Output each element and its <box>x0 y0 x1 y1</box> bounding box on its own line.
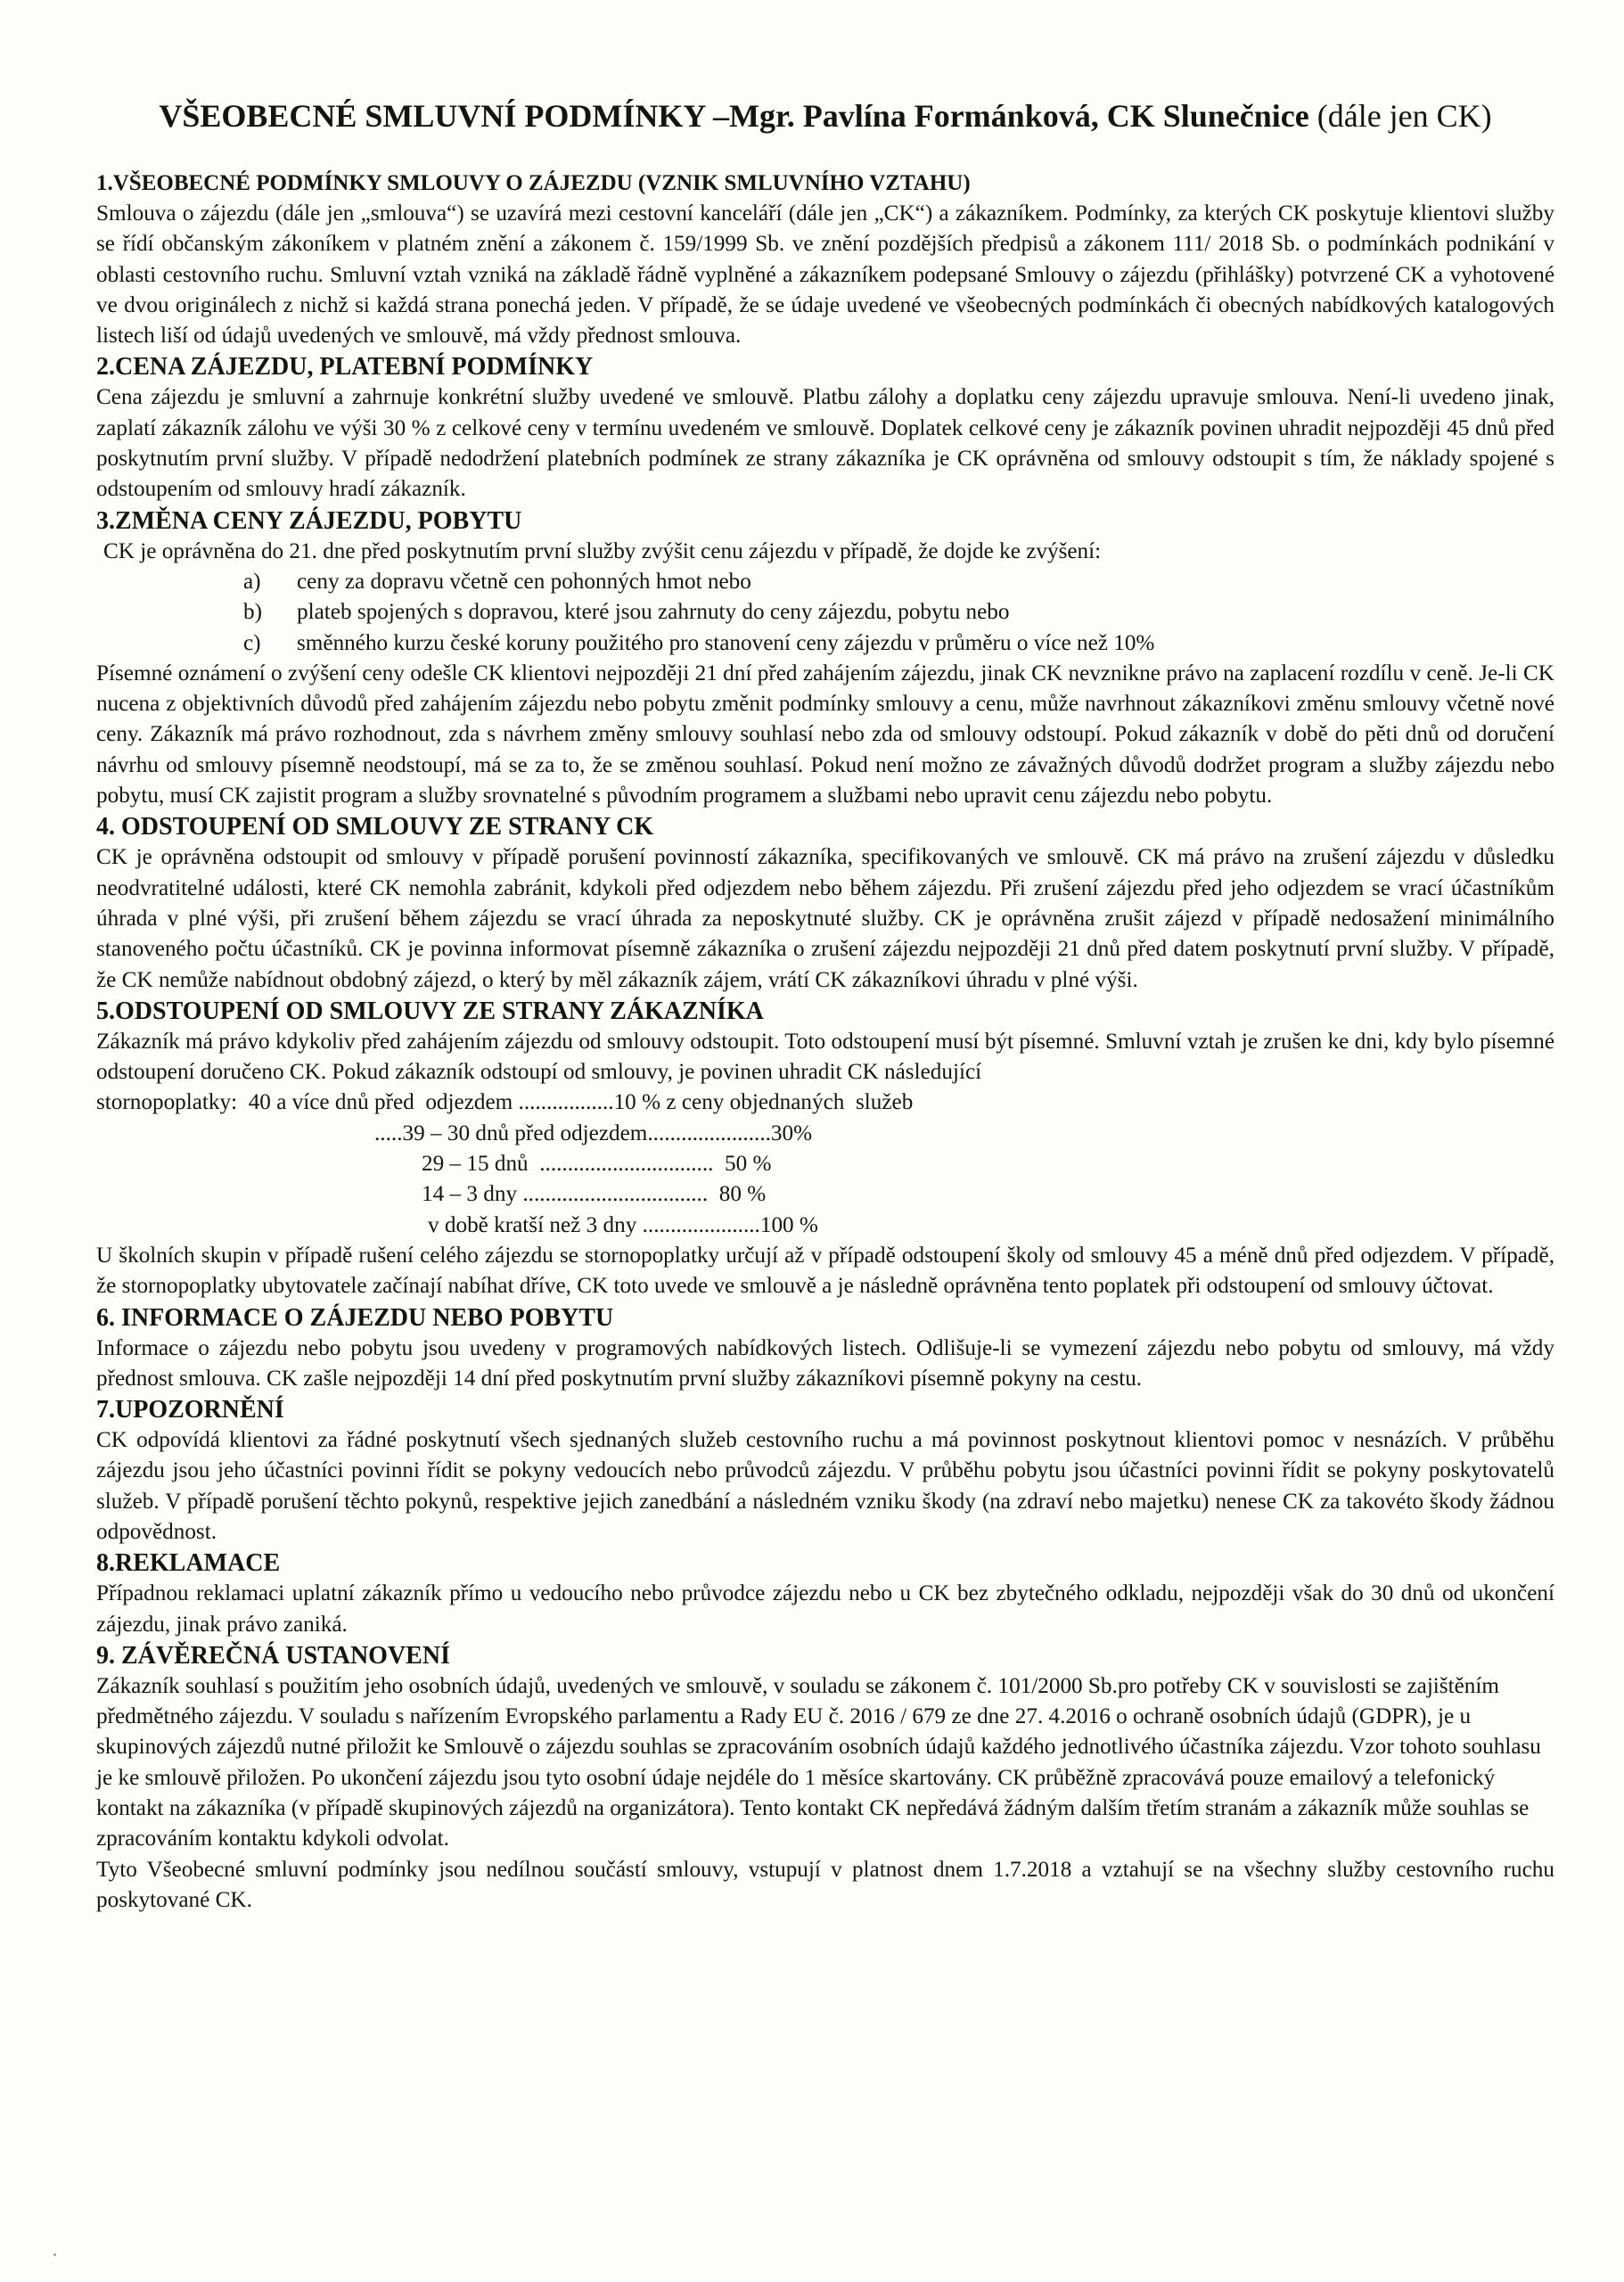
section-9-heading: 9. ZÁVĚREČNÁ USTANOVENÍ <box>96 1641 450 1670</box>
cancellation-fee-row: 29 – 15 dnů ............................... 50 % <box>422 1152 772 1177</box>
title-bold: VŠEOBECNÉ SMLUVNÍ PODMÍNKY –Mgr. Pavlína Formánková, CK Slunečnice <box>159 98 1309 134</box>
list-item <box>243 597 1554 628</box>
section-6-heading: 6. INFORMACE O ZÁJEZDU NEBO POBYTU <box>96 1303 614 1332</box>
section-1-heading: 1.VŠEOBECNÉ PODMÍNKY SMLOUVY O ZÁJEZDU (VZNIK SMLUVNÍHO VZTAHU) <box>96 171 971 195</box>
section-1 <box>96 168 1554 351</box>
section-7-text: CK odpovídá klientovi za řádné poskytnutí všech sjednaných služeb cestovního ruchu a má povinnost poskytnout klientovi pomoc v nesnázích. V průběhu zájezdu jsou jeho účastníci povinni řídit se pokyny vedoucích nebo průvodců zájezdu. V průběhu pobytu jsou účastníci povinni řídit se pokyny poskytovatelů služeb. V případě porušení těchto pokynů, respektive jejich zanedbání a následném vzniku škody (na zdraví nebo majetku) nenese CK za takovéto škody žádnou odpovědnost. <box>96 1428 1554 1544</box>
section-3-heading: 3.ZMĚNA CENY ZÁJEZDU, POBYTU <box>96 506 522 535</box>
title-normal: (dále jen CK) <box>1308 98 1492 134</box>
section-7-heading: 7.UPOZORNĚNÍ <box>96 1396 284 1424</box>
cancellation-fee-table <box>96 1088 1554 1240</box>
section-7 <box>96 1394 1554 1547</box>
section-9-text: Zákazník souhlasí s použitím jeho osobních údajů, uvedených ve smlouvě, v souladu se zákonem č. 101/2000 Sb.pro potřeby CK v souvislosti se zajištěním předmětného zájezdu. V souladu s nařízením Evropského parlamentu a Rady EU č. 2016 / 679 ze dne 27. 4.2016 o ochraně osobních údajů (GDPR), je u skupinových zájezdů nutné přiložit ke Smlouvě o zájezdu souhlas se zpracováním osobních údajů každého jednotlivého účastníka zájezdu. Vzor tohoto souhlasu je ke smlouvě přiložen. Po ukončení zájezdu jsou tyto osobní údaje nejdéle do 1 měsíce skartovány. CK průběžně zpracovává pouze emailový a telefonický kontakt na zákazníka (v případě skupinových zájezdů na organizátora). Tento kontakt CK nepředává žádným dalším třetím stranám a zákazník může souhlas se zpracováním kontaktu kdykoli odvolat. <box>96 1673 1541 1851</box>
section-3 <box>96 505 1554 812</box>
list-item <box>243 567 1554 597</box>
cancellation-fee-row: .....39 – 30 dnů před odjezdem......................30% <box>374 1120 813 1145</box>
cancellation-fee-row: v době kratší než 3 dny .....................100 % <box>428 1212 818 1237</box>
section-4 <box>96 811 1554 995</box>
price-increase-list <box>96 567 1554 659</box>
section-5-text-2: U školních skupin v případě rušení celého zájezdu se stornopoplatky určují až v případě odstoupení školy od smlouvy 45 a méně dnů před odjezdem. V případě, že stornopoplatky ubytovatele začínají nabíhat dříve, CK toto uvede ve smlouvě a je následně oprávněna tento poplatek při odstoupení od smlouvy účtovat. <box>96 1243 1554 1299</box>
section-5-heading: 5.ODSTOUPENÍ OD SMLOUVY ZE STRANY ZÁKAZNÍKA <box>96 997 764 1025</box>
section-3-text: Písemné oznámení o zvýšení ceny odešle CK klientovi nejpozději 21 dní před zahájením zájezdu, jinak CK nevznikne právo na zaplacení rozdílu v ceně. Je-li CK nucena z objektivních důvodů před zahájením zájezdu nebo pobytu změnit podmínky smlouvy a cenu, může navrhnout zákazníkovi změnu smlouvy včetně nové ceny. Zákazník má právo rozhodnout, zda s návrhem změny smlouvy souhlasí nebo zda od smlouvy odstoupí. Pokud zákazník v době do pěti dnů od doručení návrhu od smlouvy písemně neodstoupí, má se za to, že se změnou souhlasí. Pokud není možno ze závažných důvodů dodržet program a služby zájezdu nebo pobytu, musí CK zajistit program a služby srovnatelné s původním programem a službami nebo upravit cenu zájezdu nebo pobytu. <box>96 661 1554 809</box>
section-4-heading: 4. ODSTOUPENÍ OD SMLOUVY ZE STRANY CK <box>96 813 654 841</box>
section-5-text: Zákazník má právo kdykoliv před zahájením zájezdu od smlouvy odstoupit. Toto odstoupení musí být písemné. Smluvní vztah je zrušen ke dni, kdy bylo písemné odstoupení doručeno CK. Pokud zákazník odstoupí od smlouvy, je povinen uhradit CK následující <box>96 1029 1554 1085</box>
section-3-intro: CK je oprávněna do 21. dne před poskytnutím první služby zvýšit cenu zájezdu v případě, že dojde ke zvýšení: <box>103 538 1102 563</box>
section-2 <box>96 351 1554 505</box>
section-8 <box>96 1547 1554 1640</box>
list-item <box>243 628 1554 659</box>
list-item-text: plateb spojených s dopravou, které jsou zahrnuty do ceny zájezdu, pobytu nebo <box>297 600 1010 625</box>
section-2-text: Cena zájezdu je smluvní a zahrnuje konkrétní služby uvedené ve smlouvě. Platbu zálohy a doplatku ceny zájezdu upravuje smlouva. Není-li uvedeno jinak, zaplatí zákazník zálohu ve výši 30 % z celkové ceny v termínu uvedeném ve smlouvě. Doplatek celkové ceny je zákazník povinen uhradit nejpozději 45 dnů před poskytnutím první služby. V případě nedodržení platebních podmínek ze strany zákazníka je CK oprávněna od smlouvy odstoupit s tím, že náklady spojené s odstoupením od smlouvy hradí zákazník. <box>96 385 1554 502</box>
list-item-text: směnného kurzu české koruny použitého pro stanovení ceny zájezdu v průměru o více než 10% <box>297 630 1155 655</box>
section-6-text: Informace o zájezdu nebo pobytu jsou uvedeny v programových nabídkových listech. Odlišuje-li se vymezení zájezdu nebo pobytu od smlouvy, má vždy přednost smlouva. CK zašle nejpozději 14 dní před poskytnutím první služby zákazníkovi písemně pokyny na cestu. <box>96 1335 1554 1391</box>
document-title <box>96 96 1554 135</box>
scan-speck <box>53 2253 56 2256</box>
section-8-heading: 8.REKLAMACE <box>96 1549 281 1578</box>
section-4-text: CK je oprávněna odstoupit od smlouvy v případě porušení povinností zákazníka, specifikovaných ve smlouvě. CK má právo na zrušení zájezdu v důsledku neodvratitelné události, které CK nemohla zabránit, kdykoli před odjezdem nebo během zájezdu. Při zrušení zájezdu před jeho odjezdem se vrací účastníkům úhrada v plné výši, při zrušení během zájezdu se vrací úhrada za neposkytnuté služby. CK je oprávněna zrušit zájezd v případě nedosažení minimálního stanoveného počtu účastníků. CK je povinna informovat písemně zákazníka o zrušení zájezdu nejpozději 21 dnů před datem poskytnutí první služby. V případě, že CK nemůže nabídnout obdobný zájezd, o který by měl zákazník zájem, vrátí CK zákazníkovi úhradu v plné výši. <box>96 845 1554 992</box>
section-9 <box>96 1640 1554 1916</box>
list-item-label: c) <box>243 630 261 655</box>
section-1-text: Smlouva o zájezdu (dále jen „smlouva“) se uzavírá mezi cestovní kanceláří (dále jen „CK“) a zákazníkem. Podmínky, za kterých CK poskytuje klientovi služby se řídí občanským zákoníkem v platném znění a zákonem č. 159/1999 Sb. ve znění pozdějších předpisů a zákonem 111/ 2018 Sb. o podmínkách podnikání v oblasti cestovního ruchu. Smluvní vztah vzniká na základě řádně vyplněné a zákazníkem podepsané Smlouvy o zájezdu (přihlášky) potvrzené CK a vyhotovené ve dvou originálech z nichž si každá strana ponechá jeden. V případě, že se údaje uvedené ve všeobecných podmínkách či obecných nabídkových katalogových listech liší od údajů uvedených ve smlouvě, má vždy přednost smlouva. <box>96 201 1554 349</box>
cancellation-fee-row: 14 – 3 dny ................................. 80 % <box>422 1182 767 1207</box>
list-item-label: a) <box>243 569 261 594</box>
section-6 <box>96 1302 1554 1395</box>
cancellation-fee-row: stornopoplatky: 40 a více dnů před odjezdem .................10 % z ceny objednaných služeb <box>96 1090 914 1115</box>
section-2-heading: 2.CENA ZÁJEZDU, PLATEBNÍ PODMÍNKY <box>96 353 594 382</box>
list-item-text: ceny za dopravu včetně cen pohonných hmot nebo <box>297 569 751 594</box>
section-5 <box>96 996 1554 1302</box>
list-item-label: b) <box>243 600 262 625</box>
section-8-text: Případnou reklamaci uplatní zákazník přímo u vedoucího nebo průvodce zájezdu nebo u CK bez zbytečného odkladu, nejpozději však do 30 dnů od ukončení zájezdu, jinak právo zaniká. <box>96 1581 1554 1637</box>
section-9-text-2: Tyto Všeobecné smluvní podmínky jsou nedílnou součástí smlouvy, vstupují v platnost dnem 1.7.2018 a vztahují se na všechny služby cestovního ruchu poskytované CK. <box>96 1857 1554 1912</box>
